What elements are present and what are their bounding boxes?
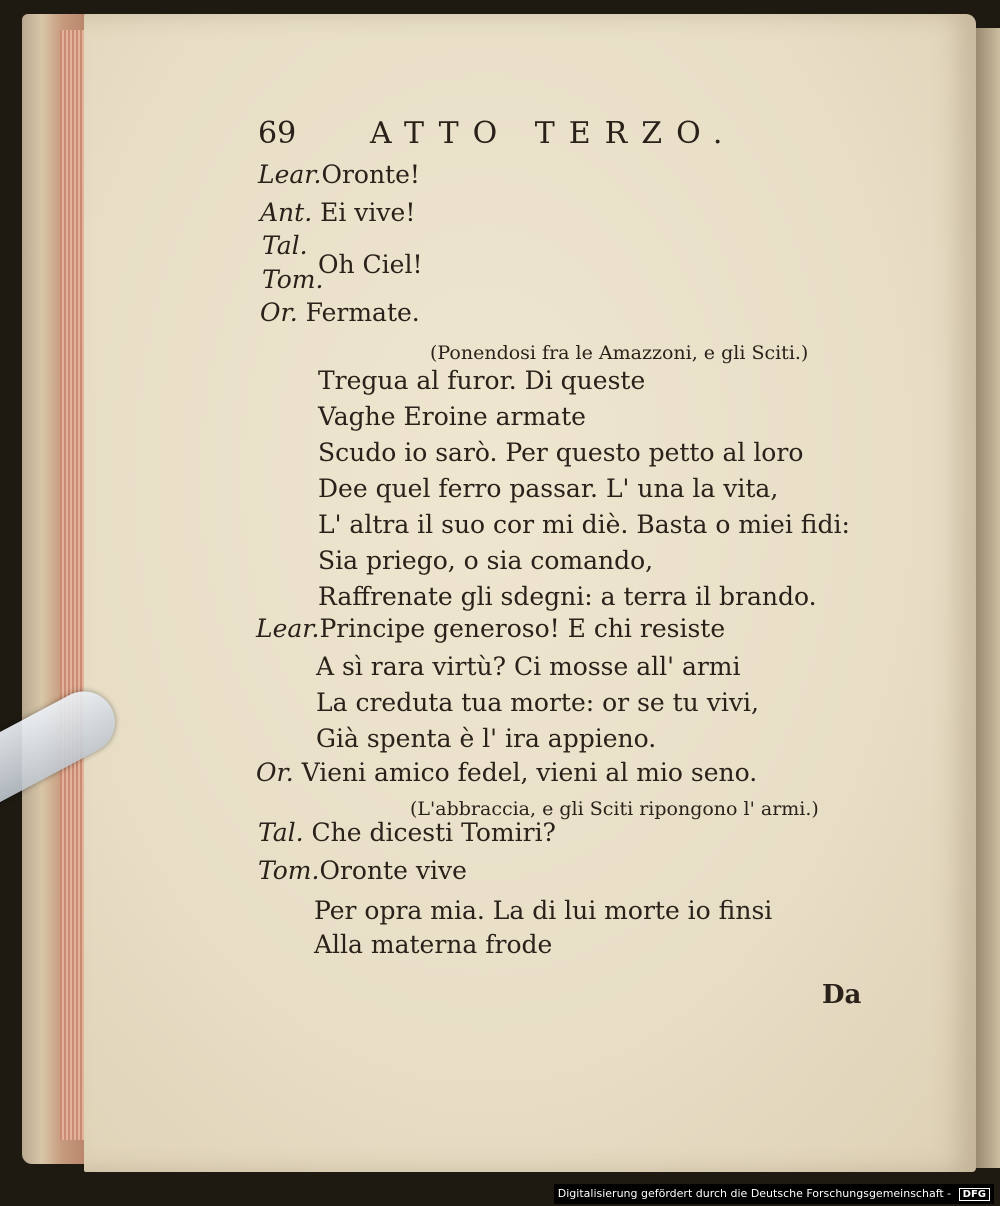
- text-line: [314, 930, 552, 960]
- line-text: Raffrenate gli sdegni: a terra il brando.: [318, 582, 817, 611]
- text-line: [318, 582, 817, 612]
- speaker-label: Or.: [260, 298, 298, 327]
- line-text: Ei vive!: [312, 198, 416, 227]
- line-text: Alla materna frode: [314, 930, 553, 959]
- line-text: (Ponendosi fra le Amazzoni, e gli Sciti.): [430, 342, 809, 364]
- line-text: Fermate.: [297, 298, 420, 327]
- line-text: Scudo io sarò. Per questo petto al loro: [318, 438, 804, 467]
- text-line: [318, 438, 803, 468]
- line-text: Dee quel ferro passar. L' una la vita,: [318, 474, 779, 503]
- dfg-logo-icon: DFG: [959, 1188, 990, 1201]
- line-text: Vaghe Eroine armate: [318, 402, 586, 431]
- line-text: Per opra mia. La di lui morte io finsi: [314, 896, 773, 925]
- line-text: Oronte!: [321, 160, 420, 189]
- speaker-label: Lear.: [256, 614, 320, 643]
- text-line: [262, 265, 323, 295]
- line-text: La creduta tua morte: or se tu vivi,: [316, 688, 759, 717]
- text-line: [318, 510, 850, 540]
- speaker-label: Tom.: [258, 856, 320, 885]
- speaker-label: Tal.: [258, 818, 304, 847]
- speaker-label: Ant.: [260, 198, 313, 227]
- text-line: [318, 474, 778, 504]
- line-text: (L'abbraccia, e gli Sciti ripongono l' armi.): [410, 798, 819, 820]
- stage-direction: [430, 338, 808, 368]
- text-line: [256, 614, 725, 644]
- line-text: Principe generoso! E chi resiste: [319, 614, 726, 643]
- speaker-label: Tom.: [262, 265, 324, 294]
- text-line: [318, 250, 423, 280]
- credit-text: Digitalisierung gefördert durch die Deutsche Forschungsgemeinschaft -: [557, 1187, 952, 1200]
- line-text: L' altra il suo cor mi diè. Basta o miei fidi:: [318, 510, 850, 539]
- line-text: Oronte vive: [319, 856, 467, 885]
- text-line: [316, 652, 741, 682]
- text-line: [318, 546, 653, 576]
- line-text: A sì rara virtù? Ci mosse all' armi: [316, 652, 741, 681]
- text-line: [258, 856, 467, 886]
- text-line: [260, 298, 420, 328]
- line-text: Che dicesti Tomiri?: [303, 818, 556, 847]
- catchword-text: Da: [822, 980, 862, 1010]
- running-header: [258, 112, 778, 162]
- text-line: [258, 160, 420, 190]
- line-text: Già spenta è l' ira appieno.: [316, 724, 657, 753]
- speaker-label: Lear.: [258, 160, 322, 189]
- text-line: [262, 231, 308, 261]
- page-number: 69: [258, 116, 297, 151]
- text-line: [316, 724, 656, 754]
- line-text: Vieni amico fedel, vieni al mio seno.: [293, 758, 758, 787]
- catchword: [822, 980, 861, 1010]
- speaker-label: Or.: [256, 758, 294, 787]
- text-line: [260, 198, 415, 228]
- text-line: [314, 896, 772, 926]
- digitization-credit: [554, 1184, 994, 1204]
- line-text: Oh Ciel!: [318, 250, 423, 279]
- text-line: [318, 402, 586, 432]
- text-line: [256, 758, 757, 788]
- text-line: [258, 818, 556, 848]
- text-line: [318, 366, 645, 396]
- speaker-label: Tal.: [262, 231, 308, 260]
- line-text: Sia priego, o sia comando,: [318, 546, 654, 575]
- running-title: ATTO TERZO.: [370, 116, 737, 151]
- line-text: Tregua al furor. Di queste: [318, 366, 646, 395]
- text-line: [316, 688, 759, 718]
- facing-page-edge: [976, 28, 1000, 1168]
